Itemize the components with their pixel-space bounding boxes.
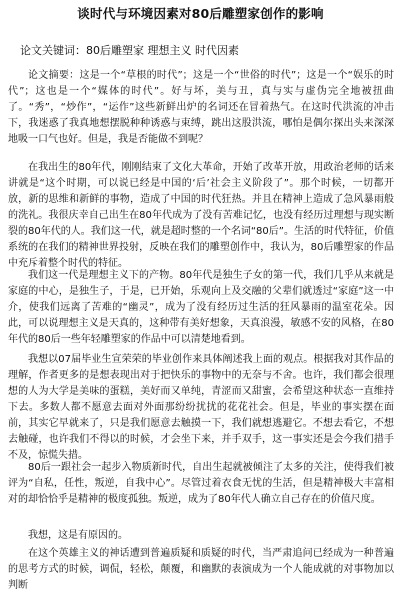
- body-paragraph: 我想以07届毕业生宣荣荣的毕业创作来具体阐述我上面的观点。根据我对其作品的理解，作者更多的是想表现出对于把快乐的事物中的无奈与不舍。也许，我们都会很理想的人为大学是美味的蛋糕，美好而又单纯，青涩而又甜蜜，会希望这种状态一直维持下去。多数人都不愿意去面对外面那纷纷扰扰的花花社会。但是，毕业的事实摆在面前，其实它早就来了，只是我们愿意去触摸一下，我们就想逃避它。不想去看它，不想去触碰，也许我们不得以的时候，才会坐下来，并手双手，这一事实还是会今我们措手不及，惊慌失措。: [8, 354, 394, 461]
- body-paragraph: 80后一跟社会一起步入物质新时代，自出生起就被倾注了太多的关注，使得我们被评为“自私，任性，叛逆，自我中心”。尽管过着衣食无忧的生活，但是精神极大丰富相对的却恰恰乎是精神的极度孤独。叛逆，成为了80年代人确立自己存在的价值尺度。: [8, 462, 394, 505]
- body-paragraph: 我们这一代是理想主义下的产物。80年代是独生子女的第一代，我们几乎从来就是家庭的中心，是独生子，于是，已开始，乐观向上及交融的父辈们就透过“家庭”这一中介，使我们远离了苦难的“幽灵”，成为了没有经历过生活的狂风暴雨的温室花朵。因此，可以说理想主义是天真的，这种带有美好想象，天真浪漫，敏感不安的风格，在80年代的80后一些年轻雕塑家的作品中可以清楚地看到。: [8, 270, 394, 345]
- document-title: 谈时代与环境因素对80后雕塑家创作的影响: [77, 6, 324, 21]
- short-paragraph: 我想，这是有原因的。: [28, 530, 128, 541]
- body-paragraph: 在我出生的80年代，刚刚结束了文化大革命，开始了改革开放，用政治老师的话来讲就是“这个时期，可以说已经是中国的‘后’社会主义阶段了”。那个时候，一切都开放，新的思维和新鲜的事物，造成了中国的时代狂热。并且在精神上造成了急风暴雨般的洗礼。我很庆幸自己出生在80年代成为了没有苦难记忆，也没有经历过理想与现实断裂的80年代的人。我们这一代，就是超时整的一个名词“80后”。生活的时代特征，价值系统的在我们的精神世界投射，反映在我们的雕塑创作中，我认为，80后雕塑家的作品中充斥着整个时代的特征。: [8, 162, 394, 269]
- abstract-paragraph: 论文摘要：这是一个“草根的时代”；这是一个“世俗的时代”；这是一个“娱乐的时代”；这也是一个“媒体的时代”。好与坏，美与丑，真与实与虚伪完全地被扭曲了。“秀”，“炒作”，“运作”这些新鲜出炉的名词还在冒着热气。在这时代洪流的冲击下，我迷惑了我真地想摆脱种种诱惑与束缚，跳出这股洪流，哪怕是偶尔探出头来深深地吸一口气也好。但是，我是否能做不到呢？: [8, 70, 394, 145]
- body-paragraph: 在这个英雄主义的神话遭到普遍质疑和质疑的时代，当严肃追问已经成为一种普遍的思考方式的时候，调侃，轻松，颠覆，和幽默的表演成为一个人能成就的对事物加以判断: [8, 548, 394, 591]
- keywords-line: 论文关键词：80后雕塑家 理想主义 时代因素: [20, 44, 239, 57]
